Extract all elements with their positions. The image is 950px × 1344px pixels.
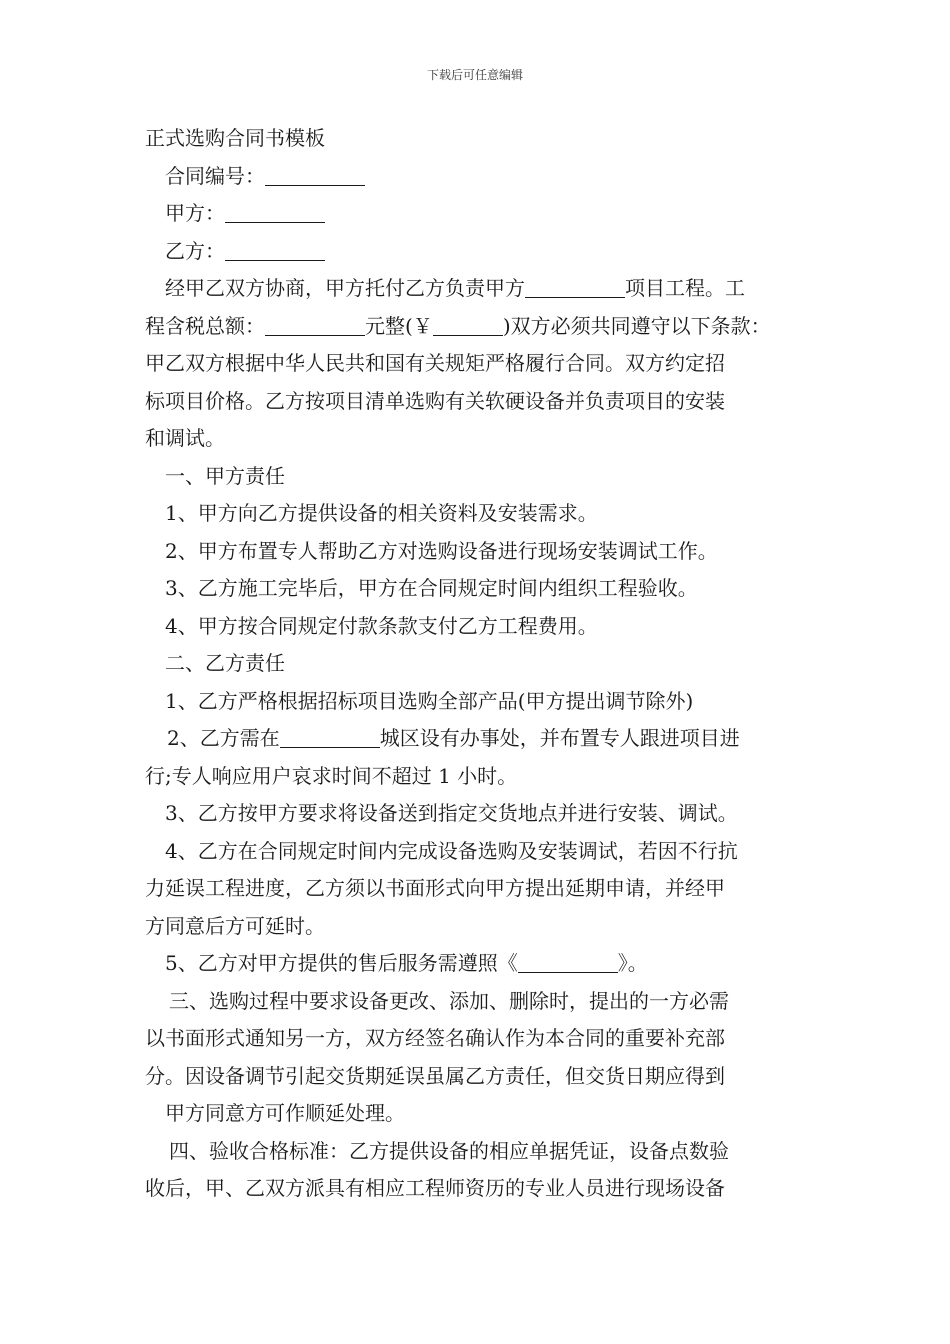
intro-text-a: 经甲乙双方协商，甲方托付乙方负责甲方 [165,276,525,300]
section2-item-1: 1、乙方严格根据招标项目选购全部产品(甲方提出调节除外) [165,688,694,713]
intro-line-2 [145,308,810,346]
intro-text-e: )双方必须共同遵守以下条款： [502,313,771,338]
party-b-label: 乙方： [165,238,225,263]
section4-line-2: 收后，甲、乙双方派具有相应工程师资历的专业人员进行现场设备 [145,1176,725,1200]
intro-text-d: 元整(￥ [365,313,433,338]
item2-text-b: 城区设有办事处，并布置专人跟进项目进 [379,726,740,750]
section2-heading: 二、乙方责任 [165,651,285,675]
contract-number-blank [265,163,365,186]
section2-item-3: 3、乙方按甲方要求将设备送到指定交货地点并进行安装、调试。 [165,801,738,825]
item2-text-a: 2、乙方需在 [167,726,280,750]
intro-line-4: 标项目价格。乙方按项目清单选购有关软硬设备并负责项目的安装 [145,388,725,413]
section3-line-1: 三、选购过程中要求设备更改、添加、删除时，提出的一方必需 [169,988,729,1013]
intro-line-1 [145,270,810,308]
section1-heading: 一、甲方责任 [165,463,285,488]
section2-item-4-cont-1: 力延误工程进度，乙方须以书面形式向甲方提出延期申请，并经甲 [145,876,725,900]
document-title: 正式选购合同书模板 [145,126,325,150]
intro-text-c: 程含税总额： [145,313,265,338]
section4-line-1: 四、验收合格标准：乙方提供设备的相应单据凭证，设备点数验 [169,1138,729,1163]
party-a-blank [225,200,325,223]
section2-item-4: 4、乙方在合同规定时间内完成设备选购及安装调试，若因不行抗 [165,838,738,863]
intro-line-5: 和调试。 [145,426,225,450]
section2-item-2 [145,720,810,758]
section2-item-4-cont-2: 方同意后方可延时。 [145,913,325,938]
section3-line-2: 以书面形式通知另一方，双方经签名确认作为本合同的重要补充部 [145,1026,725,1050]
party-a-label: 甲方： [165,201,225,225]
intro-text-b: 项目工程。工 [625,276,745,300]
contract-number-line [145,158,810,196]
item5-text-b: 》。 [617,951,648,975]
section1-item-2: 2、甲方布置专人帮助乙方对选购设备进行现场安装调试工作。 [165,538,718,563]
office-district-blank [280,725,380,748]
contract-number-label: 合同编号： [165,163,265,188]
project-name-blank [525,275,625,298]
service-standard-blank [518,950,618,973]
item5-text-a: 5、乙方对甲方提供的售后服务需遵照《 [165,951,518,975]
intro-line-3: 甲乙双方根据中华人民共和国有关规矩严格履行合同。双方约定招 [145,351,725,375]
party-a-line [145,195,810,233]
total-amount-blank [265,313,365,336]
section1-item-3: 3、乙方施工完毕后，甲方在合同规定时间内组织工程验收。 [165,576,698,600]
section1-item-1: 1、甲方向乙方提供设备的相关资料及安装需求。 [165,501,598,525]
section3-line-3: 分。因设备调节引起交货期延误虽属乙方责任，但交货日期应得到 [145,1063,725,1088]
amount-figure-blank [433,313,503,336]
party-b-line [145,233,810,271]
section2-item-5 [145,945,810,983]
header-note: 下载后可任意编辑 [426,68,523,82]
document-body [145,120,810,1208]
party-b-blank [225,238,325,261]
section1-item-4: 4、甲方按合同规定付款条款支付乙方工程费用。 [165,613,598,638]
section3-line-4: 甲方同意方可作顺延处理。 [165,1101,405,1125]
section2-item-2-cont: 行;专人响应用户哀求时间不超过 1 小时。 [145,763,518,788]
